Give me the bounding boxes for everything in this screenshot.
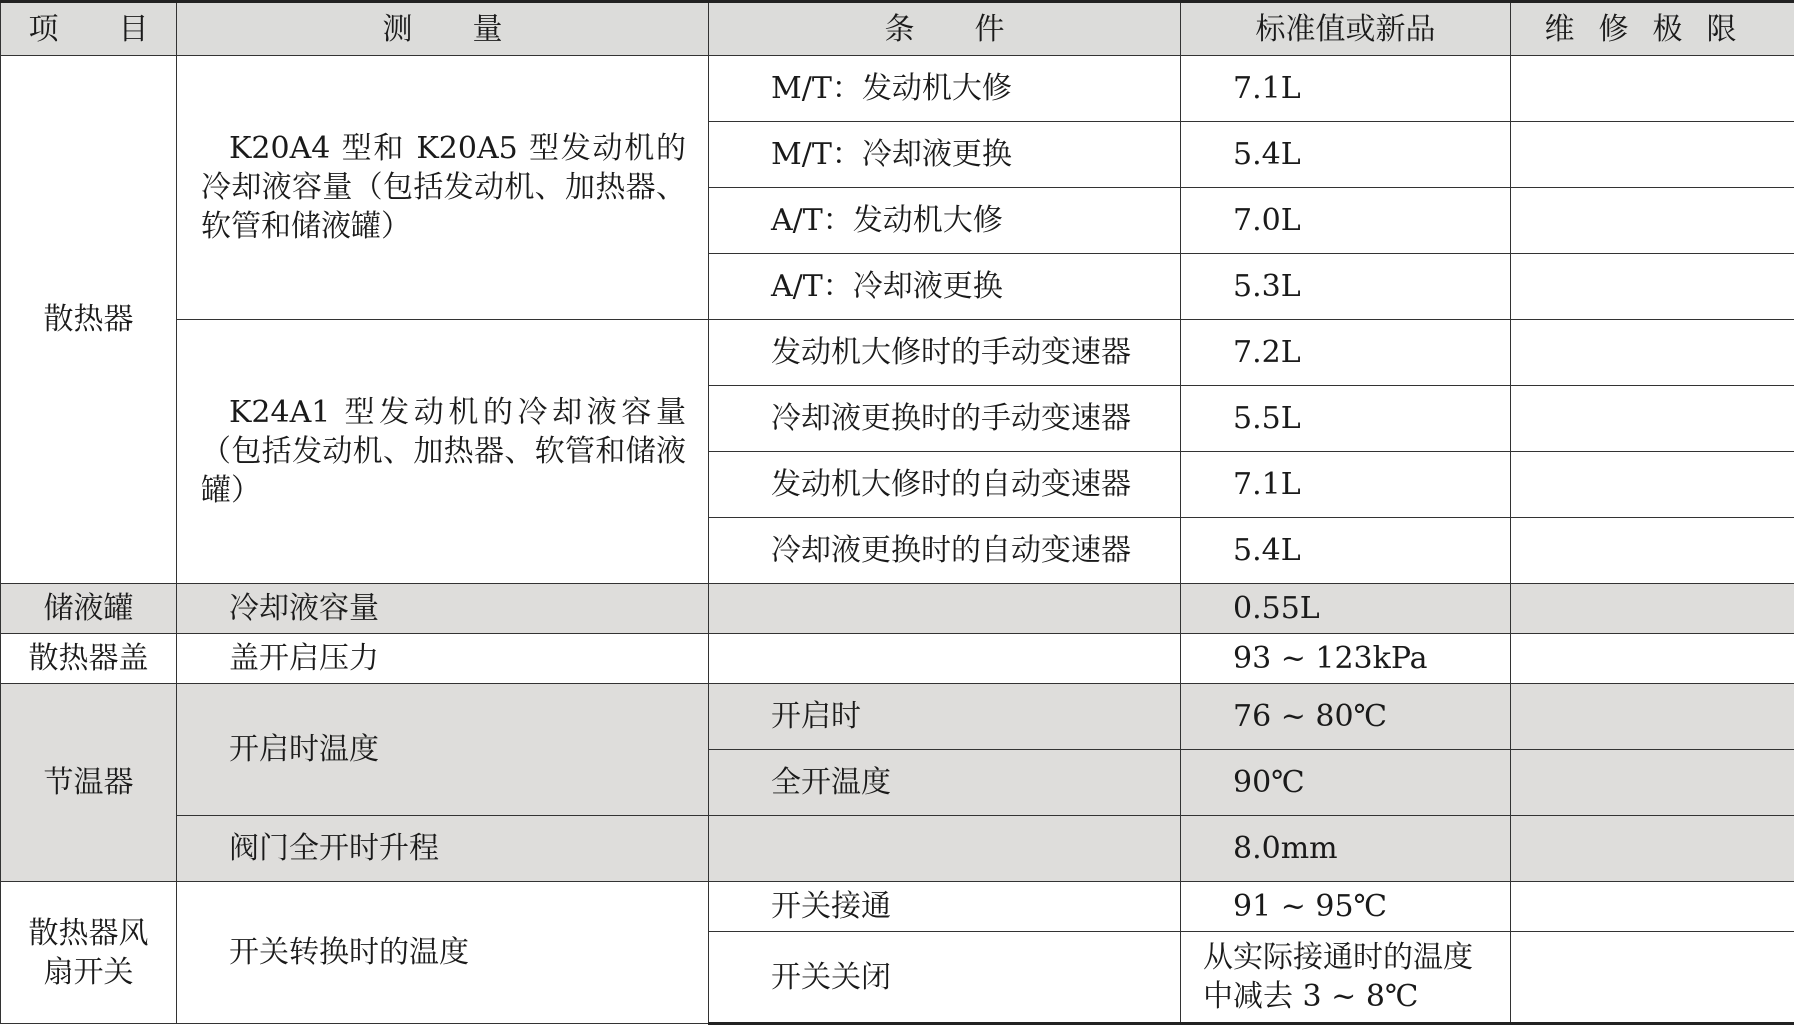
table-row — [1, 816, 1794, 882]
standard-cell: 0.55L — [1181, 584, 1511, 634]
header-measurement: 测 量 — [177, 2, 709, 56]
item-reservoir: 储液罐 — [1, 584, 177, 634]
standard-cell: 7.1L — [1181, 452, 1511, 518]
limit-cell — [1511, 882, 1794, 932]
standard-cell: 76 ~ 80℃ — [1181, 684, 1511, 750]
standard-cell: 从实际接通时的温度中减去 3 ~ 8℃ — [1181, 932, 1511, 1024]
item-radiator: 散热器 — [1, 56, 177, 584]
standard-cell: 7.1L — [1181, 56, 1511, 122]
standard-cell: 5.4L — [1181, 122, 1511, 188]
item-radiator-cap: 散热器盖 — [1, 634, 177, 684]
standard-cell: 5.3L — [1181, 254, 1511, 320]
standard-cell: 5.5L — [1181, 386, 1511, 452]
measure-cell: 开启时温度 — [177, 684, 709, 816]
condition-cell: A/T：冷却液更换 — [709, 254, 1181, 320]
condition-cell: A/T：发动机大修 — [709, 188, 1181, 254]
header-limit: 维修极限 — [1511, 2, 1794, 56]
limit-cell — [1511, 816, 1794, 882]
condition-cell: 发动机大修时的手动变速器 — [709, 320, 1181, 386]
item-thermostat: 节温器 — [1, 684, 177, 882]
limit-cell — [1511, 684, 1794, 750]
condition-cell — [709, 584, 1181, 634]
limit-cell — [1511, 584, 1794, 634]
standard-cell: 90℃ — [1181, 750, 1511, 816]
header-condition: 条 件 — [709, 2, 1181, 56]
limit-cell — [1511, 320, 1794, 386]
standard-cell: 91 ~ 95℃ — [1181, 882, 1511, 932]
condition-cell: 冷却液更换时的手动变速器 — [709, 386, 1181, 452]
limit-cell — [1511, 932, 1794, 1024]
condition-cell: 发动机大修时的自动变速器 — [709, 452, 1181, 518]
condition-cell: M/T：冷却液更换 — [709, 122, 1181, 188]
table-row — [1, 584, 1794, 634]
condition-cell — [709, 816, 1181, 882]
item-fan-switch: 散热器风扇开关 — [1, 882, 177, 1024]
measure-cell: 冷却液容量 — [177, 584, 709, 634]
measure-cell: 开关转换时的温度 — [177, 882, 709, 1024]
limit-cell — [1511, 452, 1794, 518]
limit-cell — [1511, 386, 1794, 452]
limit-cell — [1511, 122, 1794, 188]
table-row — [1, 882, 1794, 932]
table-row — [1, 684, 1794, 750]
condition-cell: 全开温度 — [709, 750, 1181, 816]
limit-cell — [1511, 188, 1794, 254]
condition-cell: 开关接通 — [709, 882, 1181, 932]
standard-cell: 7.2L — [1181, 320, 1511, 386]
condition-cell: 开关关闭 — [709, 932, 1181, 1024]
limit-cell — [1511, 518, 1794, 584]
limit-cell — [1511, 56, 1794, 122]
measure-k24-capacity: K24A1 型发动机的冷却液容量（包括发动机、加热器、软管和储液罐） — [177, 320, 709, 584]
standard-cell: 5.4L — [1181, 518, 1511, 584]
table-row — [1, 320, 1794, 386]
limit-cell — [1511, 254, 1794, 320]
condition-cell: M/T：发动机大修 — [709, 56, 1181, 122]
header-standard: 标准值或新品 — [1181, 2, 1511, 56]
table-row — [1, 56, 1794, 122]
header-row — [1, 2, 1794, 56]
standard-cell: 8.0mm — [1181, 816, 1511, 882]
condition-cell — [709, 634, 1181, 684]
measure-k20-capacity: K20A4 型和 K20A5 型发动机的冷却液容量（包括发动机、加热器、软管和储液罐） — [177, 56, 709, 320]
table-row — [1, 634, 1794, 684]
header-item: 项 目 — [1, 2, 177, 56]
standard-cell: 93 ~ 123kPa — [1181, 634, 1511, 684]
limit-cell — [1511, 750, 1794, 816]
measure-cell: 盖开启压力 — [177, 634, 709, 684]
condition-cell: 开启时 — [709, 684, 1181, 750]
measure-cell: 阀门全开时升程 — [177, 816, 709, 882]
condition-cell: 冷却液更换时的自动变速器 — [709, 518, 1181, 584]
limit-cell — [1511, 634, 1794, 684]
standard-cell: 7.0L — [1181, 188, 1511, 254]
